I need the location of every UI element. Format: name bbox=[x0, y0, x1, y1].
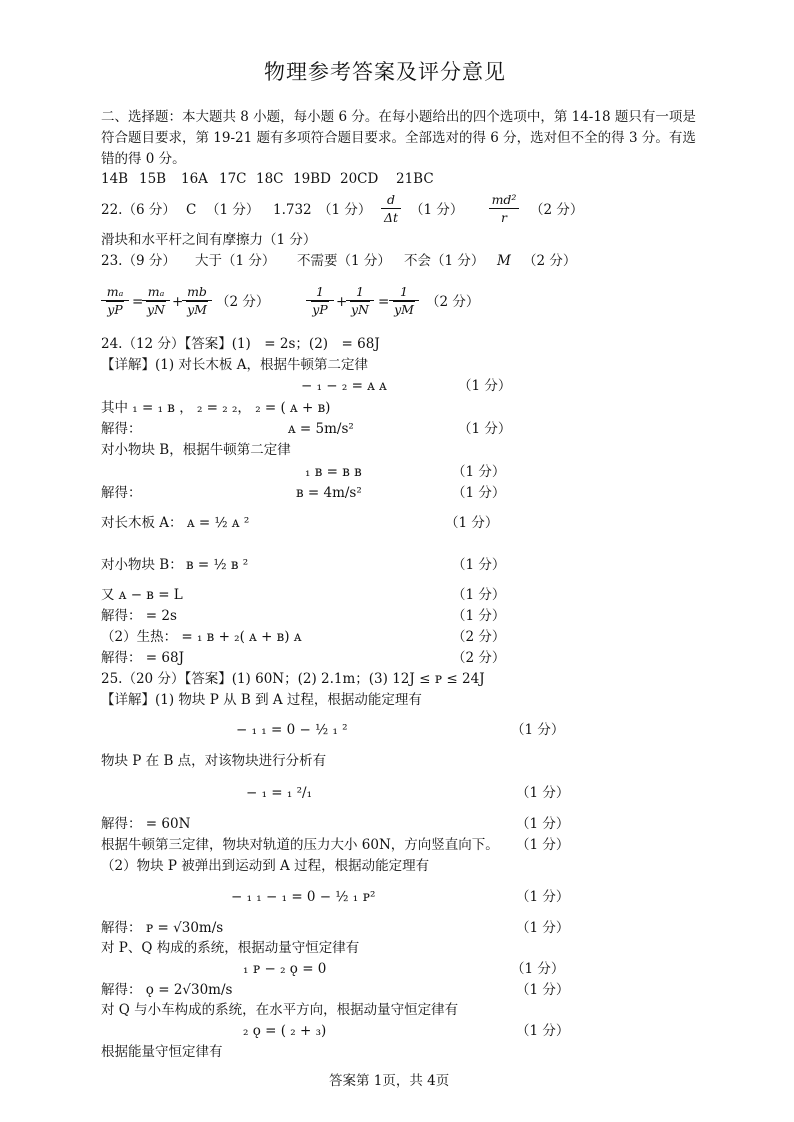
choice-answer: 19BD bbox=[293, 171, 331, 187]
q22-fraction-1: d Δt bbox=[381, 192, 401, 225]
q24-detail: 【详解】(1) 对长木板 A，根据牛顿第二定律 bbox=[101, 357, 368, 373]
plus-sign: + bbox=[172, 294, 184, 310]
q25-pq-system: 对 P、Q 构成的系统，根据动量守恒定律有 bbox=[101, 940, 360, 956]
q25-result-3: 解得： ǫ = 2√30m/s bbox=[101, 982, 233, 998]
q24-result-1-score: （1 分） bbox=[458, 421, 512, 437]
q24-equation-2: ₁ ʙ = ʙ ʙ bbox=[305, 464, 362, 480]
q25-detail: 【详解】(1) 物块 P 从 B 到 A 过程，根据动能定理有 bbox=[101, 692, 422, 708]
q24-block-b-equation: ʙ = ½ ʙ ² bbox=[186, 557, 249, 573]
q25-result-2: 解得： ᴘ = √30m/s bbox=[101, 920, 224, 936]
q24-block-b-label: 对小物块 B： bbox=[101, 557, 183, 573]
q25-heading: 25.（20 分）【答案】(1) 60N；(2) 2.1m；(3) 12J ≤ ᴘ ≤ 24J bbox=[101, 671, 485, 687]
q24-equation-1: − ₁ − ₂ = ᴀ ᴀ bbox=[301, 378, 387, 394]
q23-heading: 23.（9 分） bbox=[101, 253, 176, 269]
q25-result-2-score: （1 分） bbox=[516, 920, 570, 936]
q23-answer-3: 不会（1 分） bbox=[404, 253, 485, 269]
choice-answer: 17C bbox=[219, 171, 247, 187]
choice-answer: 15B bbox=[139, 171, 167, 187]
q25-equation-4: ₁ ᴘ − ₂ ǫ = 0 bbox=[243, 961, 327, 977]
q22-answer-2: 1.732 bbox=[273, 202, 312, 218]
q25-equation-2: − ₁ = ₁ ²/₁ bbox=[246, 785, 312, 801]
q25-equation-5-score: （1 分） bbox=[516, 1023, 570, 1039]
fraction-term: 1 yM bbox=[389, 284, 419, 317]
q25-energy: 根据能量守恒定律有 bbox=[101, 1044, 223, 1060]
q25-q-car-system: 对 Q 与小车构成的系统，在水平方向，根据动量守恒定律有 bbox=[101, 1002, 459, 1018]
choice-answer: 18C bbox=[256, 171, 284, 187]
solve-label: 解得： bbox=[101, 421, 142, 437]
choice-answer: 21BC bbox=[396, 171, 434, 187]
q24-equation-2-score: （1 分） bbox=[452, 464, 506, 480]
fraction-term: 1 yN bbox=[346, 284, 374, 317]
q24-equation-1-score: （1 分） bbox=[458, 378, 512, 394]
page-footer: 答案第 1页，共 4页 bbox=[329, 1073, 450, 1089]
q25-equation-2-score: （1 分） bbox=[516, 785, 570, 801]
q25-third-law-score: （1 分） bbox=[516, 837, 570, 853]
q25-result-1: 解得： = 60N bbox=[101, 816, 191, 832]
q23-eq1-score: （2 分） bbox=[216, 294, 270, 310]
q22-line-2: 滑块和水平杆之间有摩擦力（1 分） bbox=[101, 232, 317, 248]
equals-sign: = bbox=[378, 294, 390, 310]
q22-heading: 22.（6 分） bbox=[101, 202, 176, 218]
q23-answer-2: 不需要（1 分） bbox=[297, 253, 391, 269]
q25-equation-1: − ₁ ₁ = 0 − ½ ₁ ² bbox=[236, 722, 348, 738]
q25-equation-1-score: （1 分） bbox=[511, 722, 565, 738]
q24-heading: 24.（12 分）【答案】(1) = 2s；(2) = 68J bbox=[101, 336, 380, 352]
q23-eq2-score: （2 分） bbox=[426, 294, 480, 310]
fraction-term: mₐ yP bbox=[101, 284, 129, 317]
q24-result-1: ᴀ = 5m/s² bbox=[288, 421, 354, 437]
q24-result-2: ʙ = 4m/s² bbox=[296, 485, 362, 501]
instruction-line-2: 符合题目要求，第 19-21 题有多项符合题目要求。全部选对的得 6 分，选对但不全的得 3 分。有选 bbox=[101, 130, 696, 146]
q24-board-a-score: （1 分） bbox=[445, 515, 499, 531]
q24-board-a-equation: ᴀ = ½ ᴀ ² bbox=[187, 515, 250, 531]
q23-answer-1: 大于（1 分） bbox=[195, 253, 276, 269]
q25-equation-3-score: （1 分） bbox=[516, 889, 570, 905]
q24-where: 其中 ₁ = ₁ ʙ ， ₂ = ₂ ₂， ₂ = ( ᴀ + ʙ) bbox=[101, 400, 331, 416]
q22-score-1: （1 分） bbox=[206, 202, 260, 218]
q24-result-3: 解得： = 2s bbox=[101, 608, 177, 624]
instruction-line-1: 二、选择题：本大题共 8 小题，每小题 6 分。在每小题给出的四个选项中，第 14-18 题只有一项是 bbox=[101, 109, 696, 125]
q25-equation-4-score: （1 分） bbox=[511, 961, 565, 977]
q24-also: 又 ᴀ − ʙ = L bbox=[101, 587, 183, 603]
q23-score-4: （2 分） bbox=[523, 253, 577, 269]
q22-fraction-2: md² r bbox=[489, 192, 519, 225]
q24-result-4-score: （2 分） bbox=[452, 650, 506, 666]
q22-score-3: （1 分） bbox=[410, 202, 464, 218]
q22-score-4: （2 分） bbox=[530, 202, 584, 218]
q24-result-2-score: （1 分） bbox=[452, 485, 506, 501]
q24-block-b-score: （1 分） bbox=[452, 557, 506, 573]
instruction-line-3: 错的得 0 分。 bbox=[101, 151, 186, 167]
fraction-term: mₐ yN bbox=[142, 284, 170, 317]
q24-board-a-label: 对长木板 A： bbox=[101, 515, 183, 531]
q25-equation-3: − ₁ ₁ − ₁ = 0 − ½ ₁ ᴘ² bbox=[231, 889, 376, 905]
fraction-term: mb yM bbox=[182, 284, 212, 317]
q25-result-1-score: （1 分） bbox=[516, 816, 570, 832]
q25-part-2: （2）物块 P 被弹出到运动到 A 过程，根据动能定理有 bbox=[101, 858, 430, 874]
q24-also-score: （1 分） bbox=[452, 587, 506, 603]
q24-result-4: 解得： = 68J bbox=[101, 650, 184, 666]
equals-sign: = bbox=[132, 294, 144, 310]
q25-equation-5: ₂ ǫ = ( ₂ + ₃) bbox=[243, 1023, 327, 1039]
q24-for-block-b: 对小物块 B，根据牛顿第二定律 bbox=[101, 442, 291, 458]
page-title: 物理参考答案及评分意见 bbox=[264, 60, 506, 84]
q25-result-3-score: （1 分） bbox=[516, 982, 570, 998]
choice-answer: 16A bbox=[181, 171, 208, 187]
fraction-term: 1 yP bbox=[306, 284, 334, 317]
q24-heat: （2）生热： = ₁ ʙ + ₂( ᴀ + ʙ) ᴀ bbox=[101, 629, 302, 645]
q22-answer-1: C bbox=[186, 202, 197, 218]
q25-at-b: 物块 P 在 B 点，对该物块进行分析有 bbox=[101, 753, 327, 769]
q24-result-3-score: （1 分） bbox=[452, 608, 506, 624]
choice-answer: 14B bbox=[101, 171, 129, 187]
q24-heat-score: （2 分） bbox=[452, 629, 506, 645]
solve-label: 解得： bbox=[101, 485, 142, 501]
q23-answer-4: M bbox=[497, 253, 511, 269]
q22-score-2: （1 分） bbox=[318, 202, 372, 218]
plus-sign: + bbox=[336, 294, 348, 310]
choice-answer: 20CD bbox=[340, 171, 379, 187]
q25-third-law: 根据牛顿第三定律，物块对轨道的压力大小 60N，方向竖直向下。 bbox=[101, 837, 499, 853]
